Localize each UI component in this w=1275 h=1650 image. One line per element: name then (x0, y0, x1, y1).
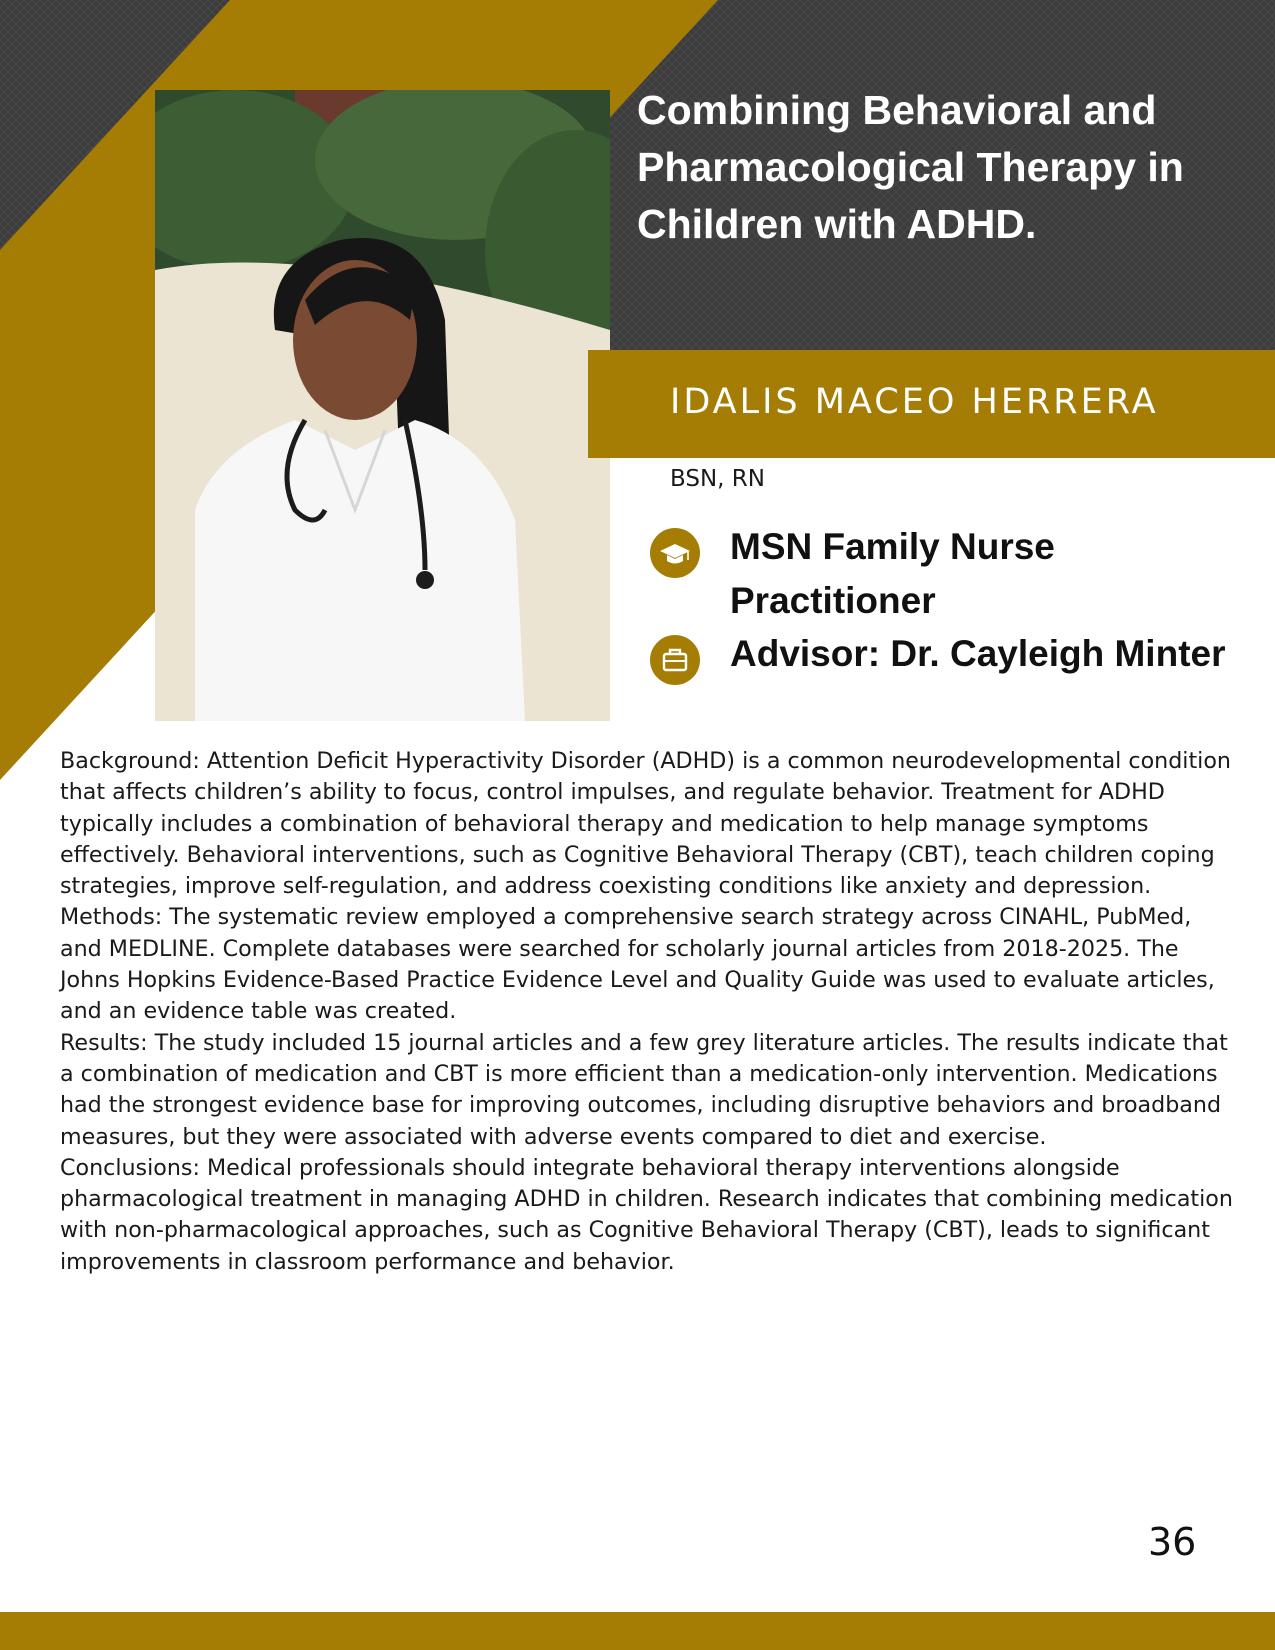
page-number: 36 (1148, 1520, 1197, 1564)
student-name: IDALIS MACEO HERRERA (670, 382, 1159, 422)
abstract-methods: Methods: The systematic review employed a comprehensive search strategy across CINAHL, PubMed, and MEDLINE. Complete databases were searched for scholarly journal articles from 2018-2025. The Johns Hopkins Evidence-Based Practice Evidence Level and Quality Guide was used to evaluate articles, and an evidence table was created. (60, 904, 1215, 1025)
portrait-photo (155, 90, 610, 721)
abstract-background: Background: Attention Deficit Hyperactivity Disorder (ADHD) is a common neurodevelopmental condition that affects children’s ability to focus, control impulses, and regulate behavior. Treatment for ADHD typically includes a combination of behavioral therapy and medication to help manage symptoms effectively. Behavioral interventions, such as Cognitive Behavioral Therapy (CBT), teach children coping strategies, improve self-regulation, and address coexisting conditions like anxiety and depression. (60, 748, 1231, 900)
program-name: MSN Family Nurse Practitioner (730, 526, 1055, 621)
abstract (60, 746, 1235, 1278)
briefcase-icon (650, 635, 700, 685)
advisor-name: Advisor: Dr. Cayleigh Minter (730, 633, 1226, 674)
page-title: Combining Behavioral and Pharmacological Therapy in Children with ADHD. (637, 87, 1184, 247)
graduation-cap-icon (650, 528, 700, 578)
abstract-results: Results: The study included 15 journal articles and a few grey literature articles. The results indicate that a combination of medication and CBT is more efficient than a medication-only intervention. Medications had the strongest evidence base for improving outcomes, including disruptive behaviors and broadband measures, but they were associated with adverse events compared to diet and exercise. (60, 1029, 1228, 1150)
abstract-conclusions: Conclusions: Medical professionals should integrate behavioral therapy interventions alongside pharmacological treatment in managing ADHD in children. Research indicates that combining medication with non-pharmacological approaches, such as Cognitive Behavioral Therapy (CBT), leads to significant improvements in classroom performance and behavior. (60, 1154, 1233, 1275)
footer-bar (0, 1612, 1275, 1650)
student-credentials: BSN, RN (670, 466, 765, 492)
